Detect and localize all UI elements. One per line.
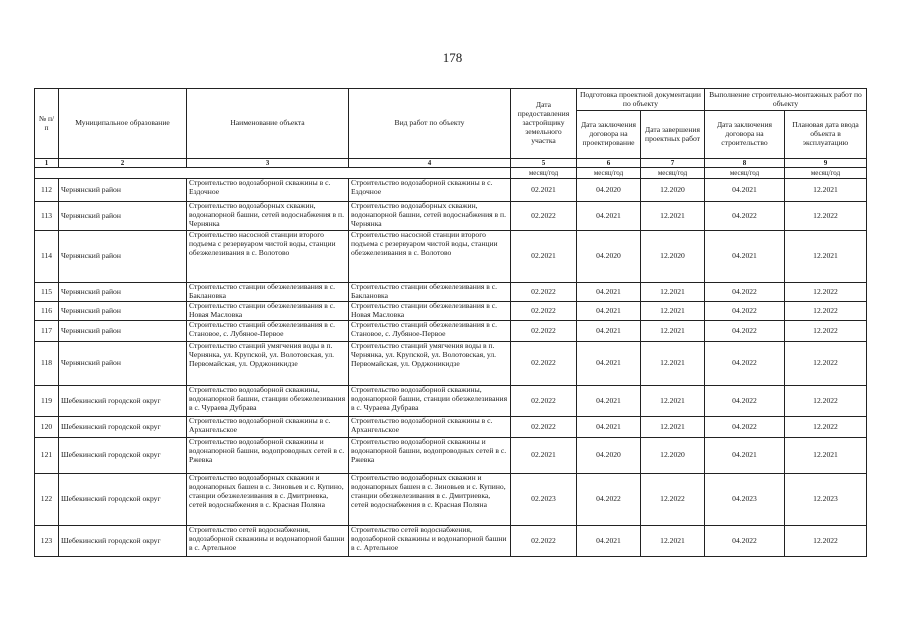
object-name-cell: Строительство станций обезжелезивания в с. Становое, с. Лубяное-Первое [187,321,349,342]
design-contract-date-cell: 04.2021 [577,526,641,557]
work-type-cell: Строительство водозаборной скважины в с. Ездочное [349,179,511,202]
commissioning-date-cell: 12.2022 [785,417,867,438]
build-contract-date-cell: 04.2022 [705,342,785,386]
header-land-date: Дата предоставления застройщику земельного участка [511,89,577,159]
unit-label: месяц/год [641,168,705,179]
row-number: 116 [35,302,59,321]
commissioning-date-cell: 12.2022 [785,302,867,321]
column-numbers-row [35,159,867,168]
column-number: 2 [59,159,187,168]
table-row [35,283,867,302]
column-number: 9 [785,159,867,168]
object-name-cell: Строительство водозаборной скважины, водонапорной башни, станции обезжелезивания в с. Чураева Дубрава [187,386,349,417]
table-row [35,321,867,342]
object-name-cell: Строительство водозаборной скважины в с. Архангельское [187,417,349,438]
header-build-end: Плановая дата ввода объекта в эксплуатацию [785,111,867,159]
table-row [35,231,867,283]
unit-label: месяц/год [785,168,867,179]
column-number: 6 [577,159,641,168]
land-date-cell: 02.2022 [511,417,577,438]
commissioning-date-cell: 12.2022 [785,386,867,417]
row-number: 112 [35,179,59,202]
table-row [35,417,867,438]
commissioning-date-cell: 12.2022 [785,526,867,557]
table-row [35,526,867,557]
build-contract-date-cell: 04.2023 [705,474,785,526]
build-contract-date-cell: 04.2022 [705,386,785,417]
municipality-cell: Чернянский район [59,302,187,321]
header-build-group: Выполнение строительно-монтажных работ по объекту [705,89,867,111]
build-contract-date-cell: 04.2022 [705,321,785,342]
commissioning-date-cell: 12.2021 [785,231,867,283]
design-end-date-cell: 12.2020 [641,438,705,474]
land-date-cell: 02.2022 [511,302,577,321]
land-date-cell: 02.2022 [511,342,577,386]
row-number: 113 [35,202,59,231]
column-number: 4 [349,159,511,168]
commissioning-date-cell: 12.2023 [785,474,867,526]
municipality-cell: Шебекинский городской округ [59,526,187,557]
header-build-contract: Дата заключения договора на строительство [705,111,785,159]
design-contract-date-cell: 04.2021 [577,302,641,321]
commissioning-date-cell: 12.2022 [785,202,867,231]
design-contract-date-cell: 04.2020 [577,179,641,202]
municipality-cell: Чернянский район [59,342,187,386]
build-contract-date-cell: 04.2022 [705,417,785,438]
table-body [35,179,867,557]
design-contract-date-cell: 04.2021 [577,417,641,438]
land-date-cell: 02.2021 [511,438,577,474]
work-type-cell: Строительство водозаборных скважин, водонапорной башни, сетей водоснабжения в п. Чернянка [349,202,511,231]
land-date-cell: 02.2021 [511,179,577,202]
design-contract-date-cell: 04.2021 [577,283,641,302]
design-end-date-cell: 12.2021 [641,321,705,342]
work-type-cell: Строительство водозаборной скважины, водонапорной башни, станции обезжелезивания в с. Чураева Дубрава [349,386,511,417]
header-object-name: Наименование объекта [187,89,349,159]
row-number: 120 [35,417,59,438]
design-contract-date-cell: 04.2020 [577,231,641,283]
object-name-cell: Строительство станции обезжелезивания в с. Новая Масловка [187,302,349,321]
municipality-cell: Чернянский район [59,283,187,302]
land-date-cell: 02.2022 [511,283,577,302]
municipality-cell: Шебекинский городской округ [59,474,187,526]
row-number: 117 [35,321,59,342]
design-end-date-cell: 12.2021 [641,417,705,438]
design-end-date-cell: 12.2021 [641,342,705,386]
header-design-contract: Дата заключения договора на проектирование [577,111,641,159]
work-type-cell: Строительство станции обезжелезивания в с. Баклановка [349,283,511,302]
table-row [35,342,867,386]
design-end-date-cell: 12.2021 [641,386,705,417]
table-row [35,438,867,474]
unit-label: месяц/год [511,168,577,179]
design-end-date-cell: 12.2020 [641,179,705,202]
commissioning-date-cell: 12.2022 [785,283,867,302]
header-work-type: Вид работ по объекту [349,89,511,159]
table-row [35,386,867,417]
row-number: 114 [35,231,59,283]
municipality-cell: Шебекинский городской округ [59,417,187,438]
municipality-cell: Чернянский район [59,321,187,342]
land-date-cell: 02.2023 [511,474,577,526]
design-contract-date-cell: 04.2020 [577,438,641,474]
design-contract-date-cell: 04.2021 [577,202,641,231]
land-date-cell: 02.2022 [511,526,577,557]
municipality-cell: Шебекинский городской округ [59,438,187,474]
design-contract-date-cell: 04.2021 [577,386,641,417]
design-end-date-cell: 12.2020 [641,231,705,283]
object-name-cell: Строительство водозаборной скважины в с. Ездочное [187,179,349,202]
object-name-cell: Строительство станции обезжелезивания в с. Баклановка [187,283,349,302]
build-contract-date-cell: 04.2021 [705,231,785,283]
commissioning-date-cell: 12.2021 [785,179,867,202]
column-number: 5 [511,159,577,168]
row-number: 123 [35,526,59,557]
design-end-date-cell: 12.2022 [641,474,705,526]
work-type-cell: Строительство станций обезжелезивания в с. Становое, с. Лубяное-Первое [349,321,511,342]
row-number: 119 [35,386,59,417]
table-row [35,179,867,202]
object-name-cell: Строительство водозаборной скважины и водонапорной башни, водопроводных сетей в с. Ржевка [187,438,349,474]
unit-label: месяц/год [705,168,785,179]
build-contract-date-cell: 04.2022 [705,283,785,302]
design-contract-date-cell: 04.2021 [577,342,641,386]
municipality-cell: Чернянский район [59,231,187,283]
column-number: 8 [705,159,785,168]
land-date-cell: 02.2022 [511,202,577,231]
header-design-group: Подготовка проектной документации по объекту [577,89,705,111]
column-number: 7 [641,159,705,168]
work-type-cell: Строительство станций умягчения воды в п. Чернянка, ул. Крупской, ул. Волотовская, ул. Первомайская, ул. Орджоникидзе [349,342,511,386]
units-row [35,168,867,179]
work-type-cell: Строительство водозаборных скважин и водонапорных башен в с. Зиновьев и с. Купино, станции обезжелезивания в с. Дмитриевка, сетей водоснабжения в с. Красная Поляна [349,474,511,526]
build-contract-date-cell: 04.2021 [705,438,785,474]
unit-label: месяц/год [577,168,641,179]
design-contract-date-cell: 04.2022 [577,474,641,526]
land-date-cell: 02.2022 [511,386,577,417]
commissioning-date-cell: 12.2021 [785,438,867,474]
work-type-cell: Строительство насосной станции второго подъема с резервуаром чистой воды, станции обезжелезивания в с. Волотово [349,231,511,283]
design-end-date-cell: 12.2021 [641,283,705,302]
row-number: 115 [35,283,59,302]
table-row [35,202,867,231]
work-type-cell: Строительство сетей водоснабжения, водозаборной скважины и водонапорной башни в с. Артельное [349,526,511,557]
commissioning-date-cell: 12.2022 [785,321,867,342]
object-name-cell: Строительство сетей водоснабжения, водозаборной скважины и водонапорной башни в с. Артельное [187,526,349,557]
design-end-date-cell: 12.2021 [641,526,705,557]
design-end-date-cell: 12.2021 [641,202,705,231]
row-number: 121 [35,438,59,474]
header-design-end: Дата завершения проектных работ [641,111,705,159]
work-type-cell: Строительство водозаборной скважины в с. Архангельское [349,417,511,438]
column-number: 3 [187,159,349,168]
work-type-cell: Строительство станции обезжелезивания в с. Новая Масловка [349,302,511,321]
build-contract-date-cell: 04.2022 [705,302,785,321]
table-row [35,302,867,321]
commissioning-date-cell: 12.2022 [785,342,867,386]
row-number: 122 [35,474,59,526]
column-number: 1 [35,159,59,168]
land-date-cell: 02.2021 [511,231,577,283]
design-end-date-cell: 12.2021 [641,302,705,321]
municipality-cell: Чернянский район [59,202,187,231]
objects-table [34,88,867,557]
object-name-cell: Строительство насосной станции второго подъема с резервуаром чистой воды, станции обезжелезивания в с. Волотово [187,231,349,283]
object-name-cell: Строительство водозаборных скважин и водонапорных башен в с. Зиновьев и с. Купино, станции обезжелезивания в с. Дмитриевка, сетей водоснабжения в с. Красная Поляна [187,474,349,526]
object-name-cell: Строительство станций умягчения воды в п. Чернянка, ул. Крупской, ул. Волотовская, ул. Первомайская, ул. Орджоникидзе [187,342,349,386]
design-contract-date-cell: 04.2021 [577,321,641,342]
land-date-cell: 02.2022 [511,321,577,342]
work-type-cell: Строительство водозаборной скважины и водонапорной башни, водопроводных сетей в с. Ржевка [349,438,511,474]
page-number: 178 [442,50,463,65]
header-num: № п/п [35,89,59,159]
municipality-cell: Чернянский район [59,179,187,202]
header-municipality: Муниципальное образование [59,89,187,159]
build-contract-date-cell: 04.2021 [705,179,785,202]
build-contract-date-cell: 04.2022 [705,202,785,231]
object-name-cell: Строительство водозаборных скважин, водонапорной башни, сетей водоснабжения в п. Чернянка [187,202,349,231]
municipality-cell: Шебекинский городской округ [59,386,187,417]
build-contract-date-cell: 04.2022 [705,526,785,557]
table-row [35,474,867,526]
row-number: 118 [35,342,59,386]
